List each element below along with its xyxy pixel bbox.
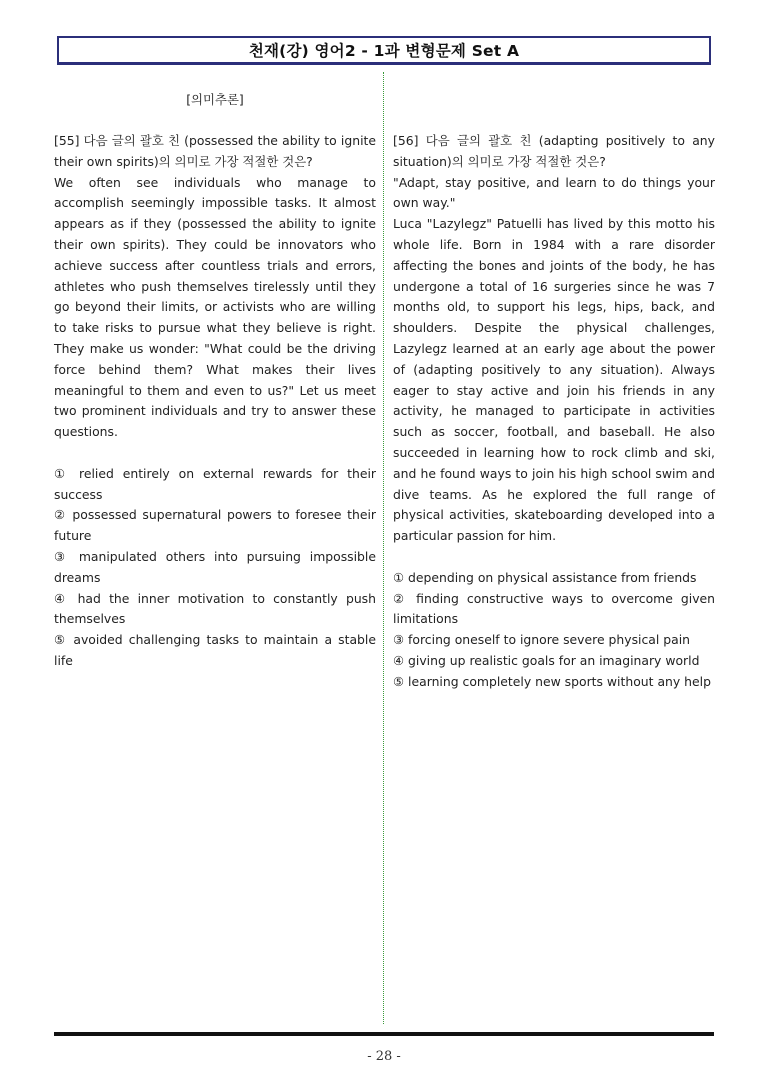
spacer xyxy=(54,443,376,464)
question-55-option-4: ④ had the inner motivation to constantly push themselves xyxy=(54,590,376,627)
question-55-passage: We often see individuals who manage to accomplish seemingly impossible tasks. It almost appears as if they (possessed the ability to ignite their own spirits). They could be innovators who achieve success after countless trials and errors, athletes who push themselves tirelessly until they go beyond their limits, or activists who are willing to take risks to pursue what they believe is right. They make us wonder: "What could be the driving force behind them? What makes their lives meaningful to them and even to us?" Let us meet two prominent individuals and try to answer these questions. xyxy=(54,174,376,440)
question-55-option-5: ⑤ avoided challenging tasks to maintain a stable life xyxy=(54,632,376,668)
question-56-option-3: ③ forcing oneself to ignore severe physical pain xyxy=(393,632,691,648)
question-56-prompt: [56] 다음 글의 괄호 친 (adapting positively to any situation)의 의미로 가장 적절한 것은? xyxy=(393,133,715,169)
column-divider xyxy=(383,72,384,1024)
question-56-option-5: ⑤ learning completely new sports without any help xyxy=(393,673,711,689)
question-55-option-1: ① relied entirely on external rewards for their success xyxy=(54,465,376,502)
question-55-option-3: ③ manipulated others into pursuing impossible dreams xyxy=(54,548,376,585)
footer-rule xyxy=(54,1032,714,1036)
question-56-option-1: ① depending on physical assistance from friends xyxy=(393,569,697,585)
right-column xyxy=(393,90,715,693)
question-56-motto: "Adapt, stay positive, and learn to do things your own way." xyxy=(393,174,715,211)
question-type-tag: [의미추론] xyxy=(186,92,244,107)
question-55-prompt: [55] 다음 글의 괄호 친 (possessed the ability to ignite their own spirits)의 의미로 가장 적절한 것은? xyxy=(54,133,376,169)
left-column xyxy=(54,90,376,672)
spacer xyxy=(393,547,715,568)
question-55-option-2: ② possessed supernatural powers to foresee their future xyxy=(54,507,376,544)
question-56-passage: Luca "Lazylegz" Patuelli has lived by this motto his whole life. Born in 1984 with a rare disorder affecting the bones and joints of the body, he has undergone a total of 16 surgeries since he was 7 months old, to support his legs, hips, back, and shoulders. Despite the physical challenges, Lazylegz learned at an early age about the power of (adapting positively to any situation). Always eager to stay active and join his friends in any activity, he managed to participate in activities such as soccer, football, and baseball. He also succeeded in learning how to rock climb and ski, and he found ways to join his high school swim and dive teams. As he explored the full range of physical activities, skateboarding developed into a particular passion for him. xyxy=(393,216,715,544)
question-56-option-4: ④ giving up realistic goals for an imaginary world xyxy=(393,652,700,668)
page-number: - 28 - xyxy=(367,1049,401,1064)
page-title: 천재(강) 영어2 - 1과 변형문제 Set A xyxy=(248,42,520,60)
question-56-option-2: ② finding constructive ways to overcome given limitations xyxy=(393,590,715,627)
page-header xyxy=(57,36,711,65)
spacer xyxy=(393,90,715,111)
